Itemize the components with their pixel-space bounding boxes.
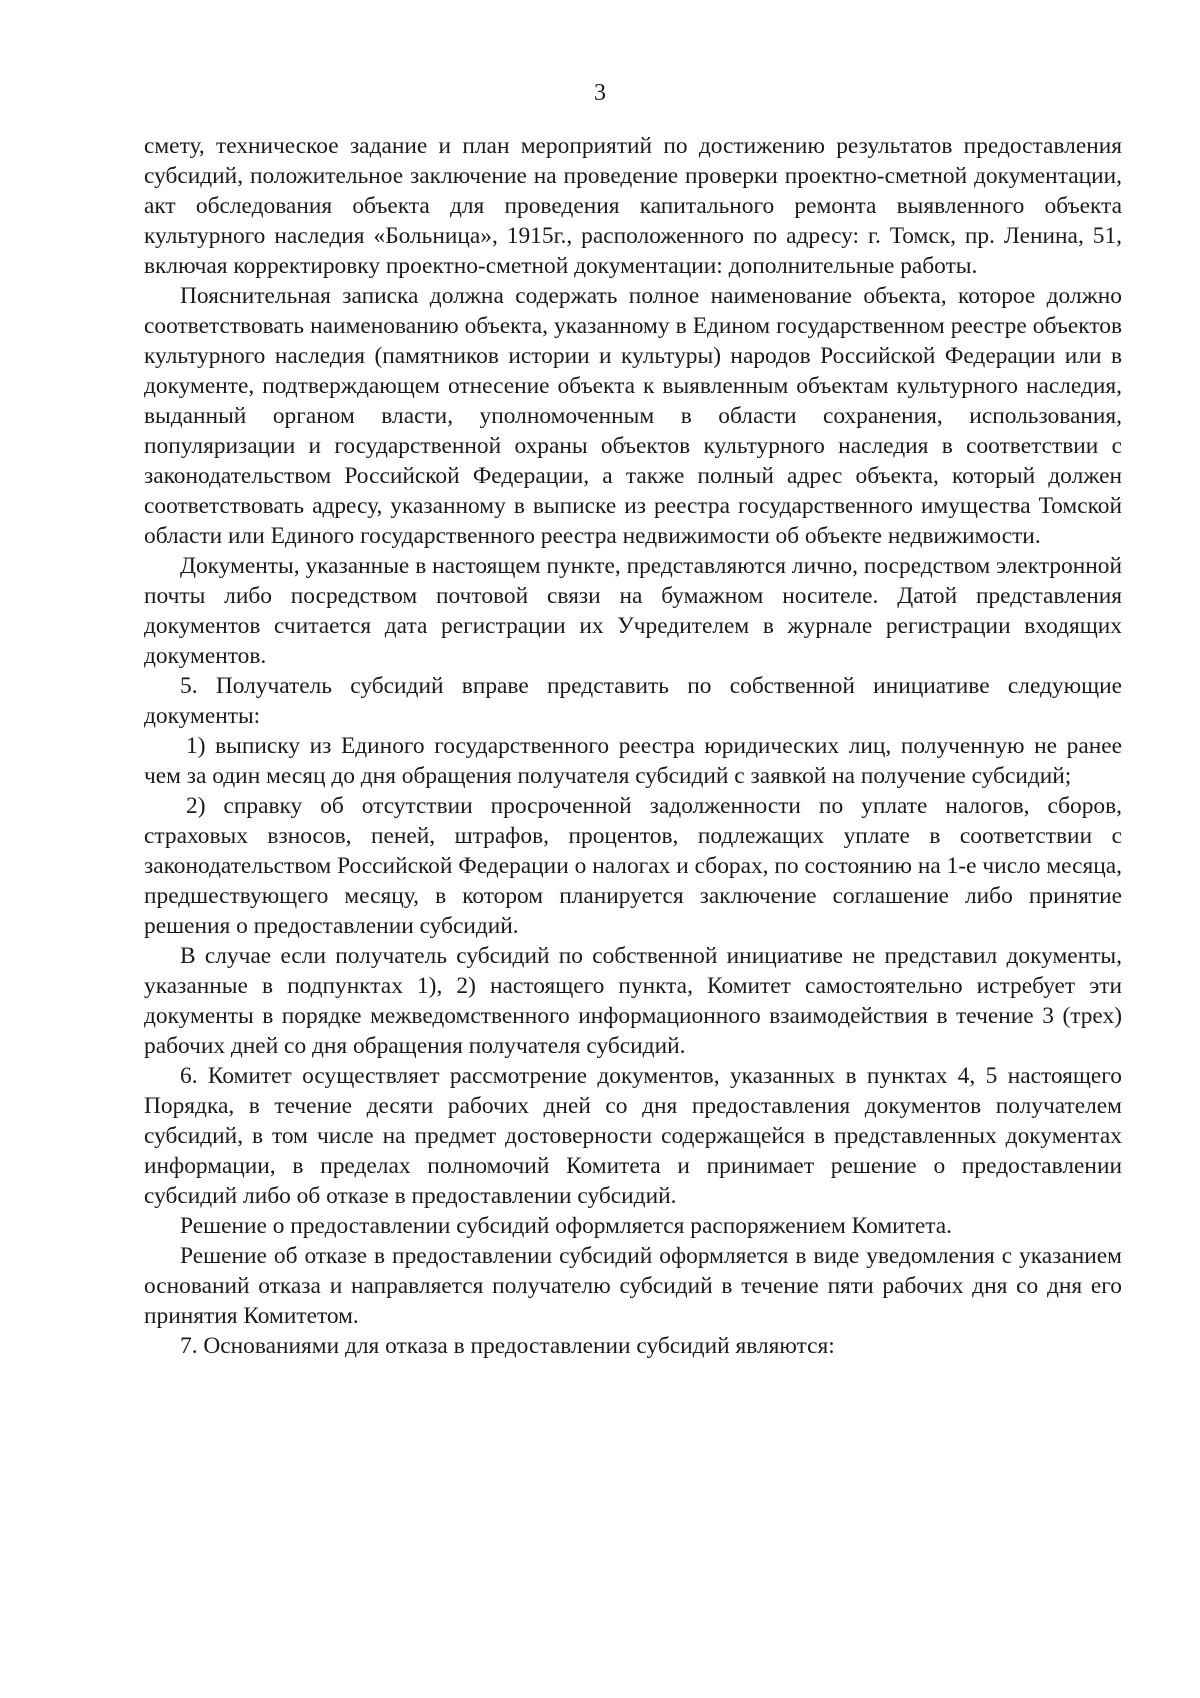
document-body xyxy=(144,131,1122,1361)
paragraph-interagency-request: В случае если получатель субсидий по собственной инициативе не представил документы, указанные в подпунктах 1), 2) настоящего пункта, Комитет самостоятельно истребует эти документы в порядке межведомственного информационного взаимодействия в течение 3 (трех) рабочих дней со дня обращения получателя субсидий. xyxy=(144,943,1122,1059)
paragraph-item-7: 7. Основаниями для отказа в предоставлении субсидий являются: xyxy=(180,1333,835,1359)
paragraph-subitem-2: 2) справку об отсутствии просроченной задолженности по уплате налогов, сборов, страховых взносов, пеней, штрафов, процентов, подлежащих уплате в соответствии с законодательством Российской Федерации о налогах и сборах, по состоянию на 1-е число месяца, предшествующего месяцу, в котором планируется заключение соглашение либо принятие решения о предоставлении субсидий. xyxy=(144,793,1122,939)
paragraph-item-6: 6. Комитет осуществляет рассмотрение документов, указанных в пунктах 4, 5 настоящего Порядка, в течение десяти рабочих дней со дня предоставления документов получателем субсидий, в том числе на предмет достоверности содержащейся в представленных документах информации, в пределах полномочий Комитета и принимает решение о предоставлении субсидий либо об отказе в предоставлении субсидий. xyxy=(144,1063,1122,1209)
paragraph-refusal-notice: Решение об отказе в предоставлении субсидий оформляется в виде уведомления с указанием оснований отказа и направляется получателю субсидий в течение пяти рабочих дня со дня его принятия Комитетом. xyxy=(144,1243,1122,1329)
paragraph-subitem-1: 1) выписку из Единого государственного реестра юридических лиц, полученную не ранее чем за один месяц до дня обращения получателя субсидий с заявкой на получение субсидий; xyxy=(144,733,1122,789)
paragraph-document-submission: Документы, указанные в настоящем пункте, представляются лично, посредством электронной почты либо посредством почтовой связи на бумажном носителе. Датой представления документов считается дата регистрации их Учредителем в журнале регистрации входящих документов. xyxy=(144,553,1122,669)
paragraph-explanatory-note: Пояснительная записка должна содержать полное наименование объекта, которое должно соответствовать наименованию объекта, указанному в Едином государственном реестре объектов культурного наследия (памятников истории и культуры) народов Российской Федерации или в документе, подтверждающем отнесение объекта к выявленным объектам культурного наследия, выданный органом власти, уполномоченным в области сохранения, использования, популяризации и государственной охраны объектов культурного наследия в соответствии с законодательством Российской Федерации, а также полный адрес объекта, который должен соответствовать адресу, указанному в выписке из реестра государственного имущества Томской области или Единого государственного реестра недвижимости об объекте недвижимости. xyxy=(144,283,1122,549)
paragraph-item-5: 5. Получатель субсидий вправе представить по собственной инициативе следующие документы: xyxy=(144,673,1122,729)
paragraph-estimate-documents: смету, техническое задание и план мероприятий по достижению результатов предоставления субсидий, положительное заключение на проведение проверки проектно-сметной документации, акт обследования объекта для проведения капитального ремонта выявленного объекта культурного наследия «Больница», 1915г., расположенного по адресу: г. Томск, пр. Ленина, 51, включая корректировку проектно-сметной документации: дополнительные работы. xyxy=(144,133,1122,279)
paragraph-decision-order: Решение о предоставлении субсидий оформляется распоряжением Комитета. xyxy=(180,1213,953,1239)
page-number: 3 xyxy=(594,80,606,106)
